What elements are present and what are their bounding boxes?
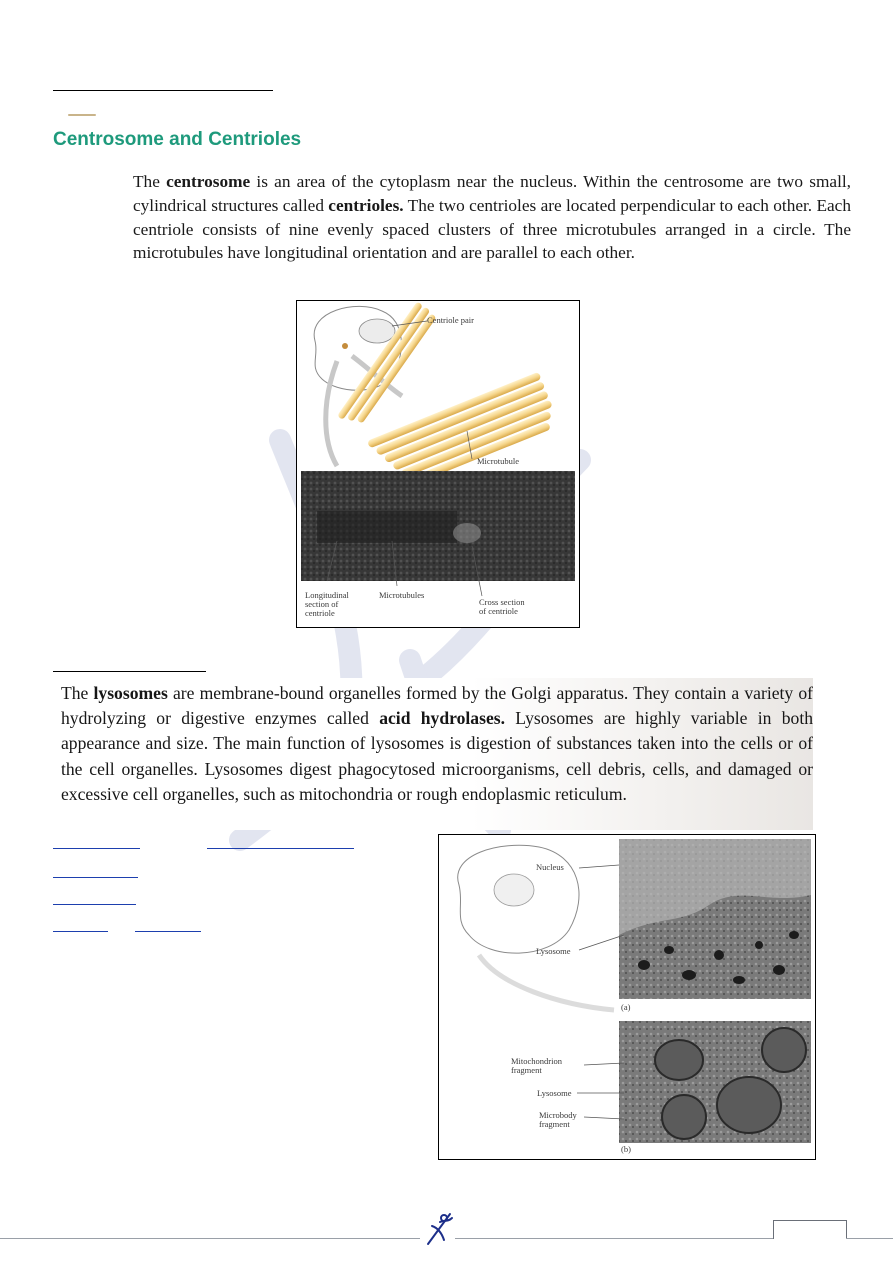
label-microtubules: Microtubules bbox=[379, 590, 425, 600]
term-lysosomes: lysosomes bbox=[93, 683, 168, 703]
scan-mark bbox=[68, 114, 96, 116]
lysosome-paragraph: The lysosomes are membrane-bound organelles formed by the Golgi apparatus. They contain a variety of hydrolyzing or digestive enzymes called acid hydrolases. Lysosomes are highly variable in both appearance and size. The main function of lysosomes is digestion of substances taken into the cells or of the cell organelles. Lysosomes digest phagocytosed microorganisms, cell debris, cells, and damaged or excessive cell organelles, such as mitochondria or rough endoplasmic reticulum. bbox=[61, 683, 814, 804]
link-underline-6[interactable] bbox=[135, 931, 201, 932]
label-lysosome-b: Lysosome bbox=[537, 1088, 572, 1098]
label-centriole-pair: Centriole pair bbox=[427, 315, 474, 325]
label-microtubule: Microtubule bbox=[477, 456, 520, 466]
centriole-illustration bbox=[297, 301, 579, 627]
link-underline-3[interactable] bbox=[53, 877, 138, 878]
footer-rule-middle bbox=[455, 1238, 773, 1239]
label-cross-section: Cross section of centriole bbox=[479, 597, 525, 616]
lysosome-paragraph-scan bbox=[53, 678, 813, 830]
footer-logo-icon bbox=[420, 1208, 456, 1248]
section-heading: Centrosome and Centrioles bbox=[53, 129, 302, 150]
label-panel-a: (a) bbox=[621, 1002, 631, 1012]
label-nucleus: Nucleus bbox=[536, 862, 564, 872]
lysosome-illustration bbox=[439, 835, 815, 1159]
label-mitochondrion: Mitochondrion fragment bbox=[511, 1056, 562, 1075]
centriole-figure bbox=[296, 300, 580, 628]
centrosome-paragraph: The centrosome is an area of the cytoplasm near the nucleus. Within the centrosome are two small, cylindrical structures called centrioles. The two centrioles are located perpendicular to each other. Each centriole consists of nine evenly spaced clusters of three microtubules arranged in a circle. The microtubules have longitudinal orientation and are parallel to each other. bbox=[133, 172, 851, 263]
term-centrioles: centrioles. bbox=[328, 195, 404, 215]
term-acid-hydrolases: acid hydrolases. bbox=[379, 708, 506, 729]
lysosome-figure bbox=[438, 834, 816, 1160]
link-underline-5[interactable] bbox=[53, 931, 108, 932]
term-centrosome: centrosome bbox=[166, 172, 251, 191]
section-rule bbox=[53, 671, 206, 672]
label-longitudinal-section: Longitudinal section of centriole bbox=[305, 590, 349, 618]
label-panel-b: (b) bbox=[621, 1144, 631, 1154]
link-underline-2[interactable] bbox=[207, 848, 354, 849]
label-lysosome-a: Lysosome bbox=[536, 946, 571, 956]
link-underline-1[interactable] bbox=[53, 848, 140, 849]
footer-rule-left bbox=[0, 1238, 420, 1239]
link-underline-4[interactable] bbox=[53, 904, 136, 905]
top-rule bbox=[53, 90, 273, 91]
page-number-box bbox=[773, 1220, 847, 1239]
footer-rule-right bbox=[846, 1238, 893, 1239]
label-microbody: Microbody fragment bbox=[539, 1110, 577, 1129]
